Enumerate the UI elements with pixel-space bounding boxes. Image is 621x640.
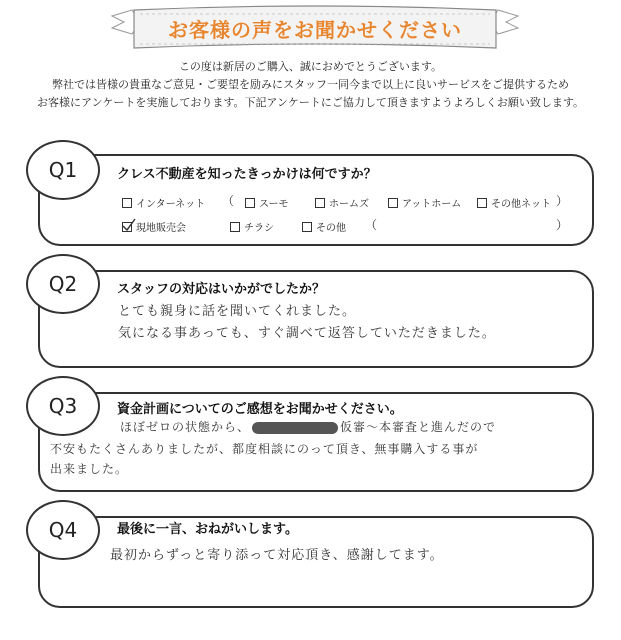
question-badge-q2: Q2 xyxy=(26,254,100,314)
checkbox-homes[interactable] xyxy=(315,198,325,208)
option-label: インターネット xyxy=(136,199,206,210)
question-badge-q4: Q4 xyxy=(26,500,100,560)
option-flyer[interactable] xyxy=(230,219,274,234)
checkbox-other[interactable] xyxy=(302,222,312,232)
checkbox-internet[interactable] xyxy=(122,198,132,208)
option-other[interactable] xyxy=(302,219,346,234)
checkbox-athome[interactable] xyxy=(388,198,398,208)
answer-q3-line-1 xyxy=(120,418,496,435)
question-badge-q3: Q3 xyxy=(26,376,100,436)
option-homes[interactable] xyxy=(315,195,369,210)
answer-q3-line-3: 出来ました。 xyxy=(50,462,129,476)
page-title: お客様の声をお聞かせください xyxy=(168,18,462,42)
intro-line-1: この度は新居のご購入、誠におめでとうございます。 xyxy=(178,60,443,73)
checkbox-onsite-sale[interactable] xyxy=(122,222,132,232)
question-text-q2: スタッフの対応はいかがでしたか？ xyxy=(117,282,326,297)
option-internet[interactable] xyxy=(122,195,205,210)
option-athome[interactable] xyxy=(388,195,461,210)
option-label: その他 xyxy=(316,223,346,234)
option-label: チラシ xyxy=(244,223,274,234)
option-suumo[interactable] xyxy=(245,195,289,210)
paren-open: （ xyxy=(222,194,235,208)
option-label: その他ネット xyxy=(491,199,551,210)
answer-q3-line-2: 不安もたくさんありましたが、都度相談にのって頂き、無事購入する事が xyxy=(50,442,479,456)
answer-q2-line-1: とても親身に話を聞いてくれました。 xyxy=(118,304,357,319)
paren-close: ） xyxy=(556,194,569,208)
intro-line-3: お客様にアンケートを実施しております。下記アンケートにご協力して頂きますようよろしくお願い致します。 xyxy=(37,96,584,109)
checkbox-flyer[interactable] xyxy=(230,222,240,232)
checkbox-suumo[interactable] xyxy=(245,198,255,208)
answer-q3-part-b: 仮審～本審査と進んだので xyxy=(340,420,497,434)
option-label: アットホーム xyxy=(402,199,462,210)
intro-line-2: 弊社では皆様の貴重なご意見・ご要望を励みにスタッフ一同今まで以上に良いサービスをご提供するため xyxy=(52,78,569,91)
question-text-q3: 資金計画についてのご感想をお聞かせください。 xyxy=(117,402,403,417)
answer-q3-part-a: ほぼゼロの状態から、 xyxy=(120,420,251,434)
question-text-q4: 最後に一言、おねがいします。 xyxy=(117,522,298,537)
option-label: スーモ xyxy=(259,199,289,210)
checkbox-other-net[interactable] xyxy=(477,198,487,208)
paren-close-2: ） xyxy=(556,218,569,232)
option-label: 現地販売会 xyxy=(136,223,186,234)
question-badge-q1: Q1 xyxy=(26,140,100,200)
option-label: ホームズ xyxy=(329,199,369,210)
answer-q2-line-2: 気になる事あっても、すぐ調べて返答していただきました。 xyxy=(118,326,496,341)
question-text-q1: クレス不動産を知ったきっかけは何ですか？ xyxy=(117,167,377,182)
title-banner xyxy=(110,4,520,56)
paren-open-2: （ xyxy=(365,218,378,232)
option-other-net[interactable] xyxy=(477,195,551,210)
answer-q4-line-1: 最初からずっと寄り添って対応頂き、感謝してます。 xyxy=(110,548,444,563)
check-mark-icon xyxy=(122,218,136,232)
redaction-scribble xyxy=(252,422,338,434)
option-onsite-sale[interactable] xyxy=(122,219,186,234)
